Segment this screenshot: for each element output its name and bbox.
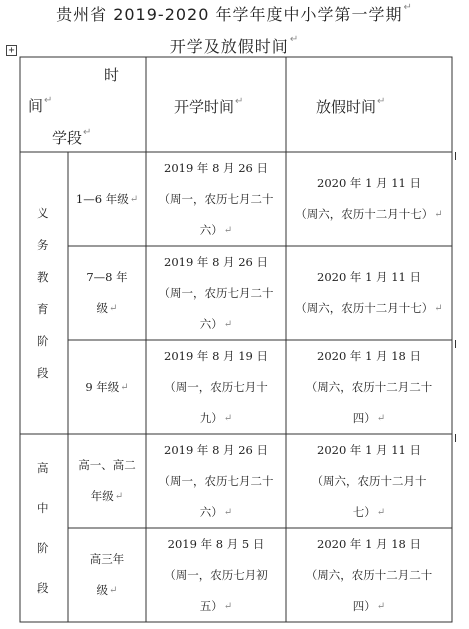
start-date-cell xyxy=(146,341,286,434)
break-date-cell xyxy=(286,262,452,324)
break-date-cell-line: 2020 年 1 月 18 日 xyxy=(317,348,421,363)
start-date-cell-line: 六）↵ xyxy=(199,316,233,331)
start-date-cell-line: （周一，农历七月十 xyxy=(164,379,268,394)
break-date-cell xyxy=(286,341,452,434)
start-date-cell-line: 2019 年 8 月 26 日 xyxy=(164,254,268,269)
stage-label-char: 务 xyxy=(37,238,49,252)
header-stage-label: 学段↵ xyxy=(52,127,92,147)
header-start-time: 开学时间↵ xyxy=(174,96,244,116)
break-date-cell-line: （周六，农历十二月十 xyxy=(311,473,427,488)
start-date-cell-line: 六）↵ xyxy=(199,504,233,519)
grade-cell-line: 高三年 xyxy=(89,552,125,566)
grade-cell-line: 1—6 年级↵ xyxy=(75,191,139,206)
break-date-cell xyxy=(286,529,452,622)
grade-cell-line: 年级↵ xyxy=(90,489,124,503)
table-move-handle[interactable]: + xyxy=(6,45,17,56)
stage-label-char: 段 xyxy=(37,366,49,380)
break-date-cell-line: （周六，农历十二月二十 xyxy=(305,567,433,582)
stage-label-char: 高 xyxy=(37,461,49,475)
start-date-cell-line: 五）↵ xyxy=(199,598,233,613)
header-break-time: 放假时间↵ xyxy=(316,96,386,116)
start-date-cell-line: 2019 年 8 月 26 日 xyxy=(164,442,268,457)
header-time-label: 时 xyxy=(104,66,120,84)
start-date-cell-line: （周一，农历七月二十 xyxy=(158,285,274,300)
break-date-cell-line: 2020 年 1 月 11 日 xyxy=(317,442,421,457)
stage-label-char: 中 xyxy=(37,501,49,515)
break-date-cell-line: 四）↵ xyxy=(352,598,386,613)
start-date-cell-line: （周一，农历七月初 xyxy=(164,567,268,582)
break-date-cell-line: （周六，农历十二月二十 xyxy=(305,379,433,394)
grade-cell xyxy=(68,184,146,215)
stage-label-char: 教 xyxy=(37,270,49,284)
grade-cell-line: 9 年级↵ xyxy=(85,379,129,394)
break-date-cell-line: 2020 年 1 月 11 日 xyxy=(317,176,421,190)
grade-cell-line: 7—8 年 xyxy=(86,270,128,284)
break-date-cell xyxy=(286,168,452,230)
page-title: 贵州省 2019-2020 年学年度中小学第一学期↵ xyxy=(56,2,413,24)
start-date-cell-line: 2019 年 8 月 26 日 xyxy=(164,160,268,175)
start-date-cell xyxy=(146,435,286,528)
start-date-cell-line: （周一，农历七月二十 xyxy=(158,191,274,206)
start-date-cell-line: 九）↵ xyxy=(199,410,233,425)
grade-cell xyxy=(68,544,146,606)
start-date-cell-line: 2019 年 8 月 5 日 xyxy=(167,536,265,551)
break-date-cell-line: 2020 年 1 月 18 日 xyxy=(317,536,421,551)
stage-label-char: 育 xyxy=(37,302,49,316)
stage-label-char: 段 xyxy=(37,581,49,595)
grade-cell-line: 级↵ xyxy=(96,583,118,597)
break-date-cell-line: 四）↵ xyxy=(352,410,386,425)
grade-cell xyxy=(68,262,146,324)
grade-cell xyxy=(68,372,146,403)
page-subtitle: 开学及放假时间↵ xyxy=(169,34,300,56)
stage-label-char: 义 xyxy=(37,206,49,220)
start-date-cell xyxy=(146,153,286,246)
stage-label-char: 阶 xyxy=(37,334,49,348)
grade-cell xyxy=(68,450,146,512)
text-cursor xyxy=(455,152,456,160)
break-date-cell-line: （周六，农历十二月十七）↵ xyxy=(295,207,443,221)
start-date-cell xyxy=(146,529,286,622)
break-date-cell xyxy=(286,435,452,528)
text-cursor xyxy=(455,340,456,348)
start-date-cell-line: （周一，农历七月二十 xyxy=(158,473,274,488)
start-date-cell-line: 2019 年 8 月 19 日 xyxy=(164,348,268,363)
text-cursor xyxy=(455,434,456,442)
start-date-cell-line: 六）↵ xyxy=(199,222,233,237)
grade-cell-line: 高一、高二 xyxy=(78,458,136,472)
break-date-cell-line: （周六，农历十二月十七）↵ xyxy=(295,301,443,315)
start-date-cell xyxy=(146,247,286,340)
break-date-cell-line: 七）↵ xyxy=(352,504,386,519)
break-date-cell-line: 2020 年 1 月 11 日 xyxy=(317,270,421,284)
header-time-label-2: 间↵ xyxy=(28,95,53,115)
grade-cell-line: 级↵ xyxy=(96,301,118,315)
stage-label-char: 阶 xyxy=(37,541,49,555)
